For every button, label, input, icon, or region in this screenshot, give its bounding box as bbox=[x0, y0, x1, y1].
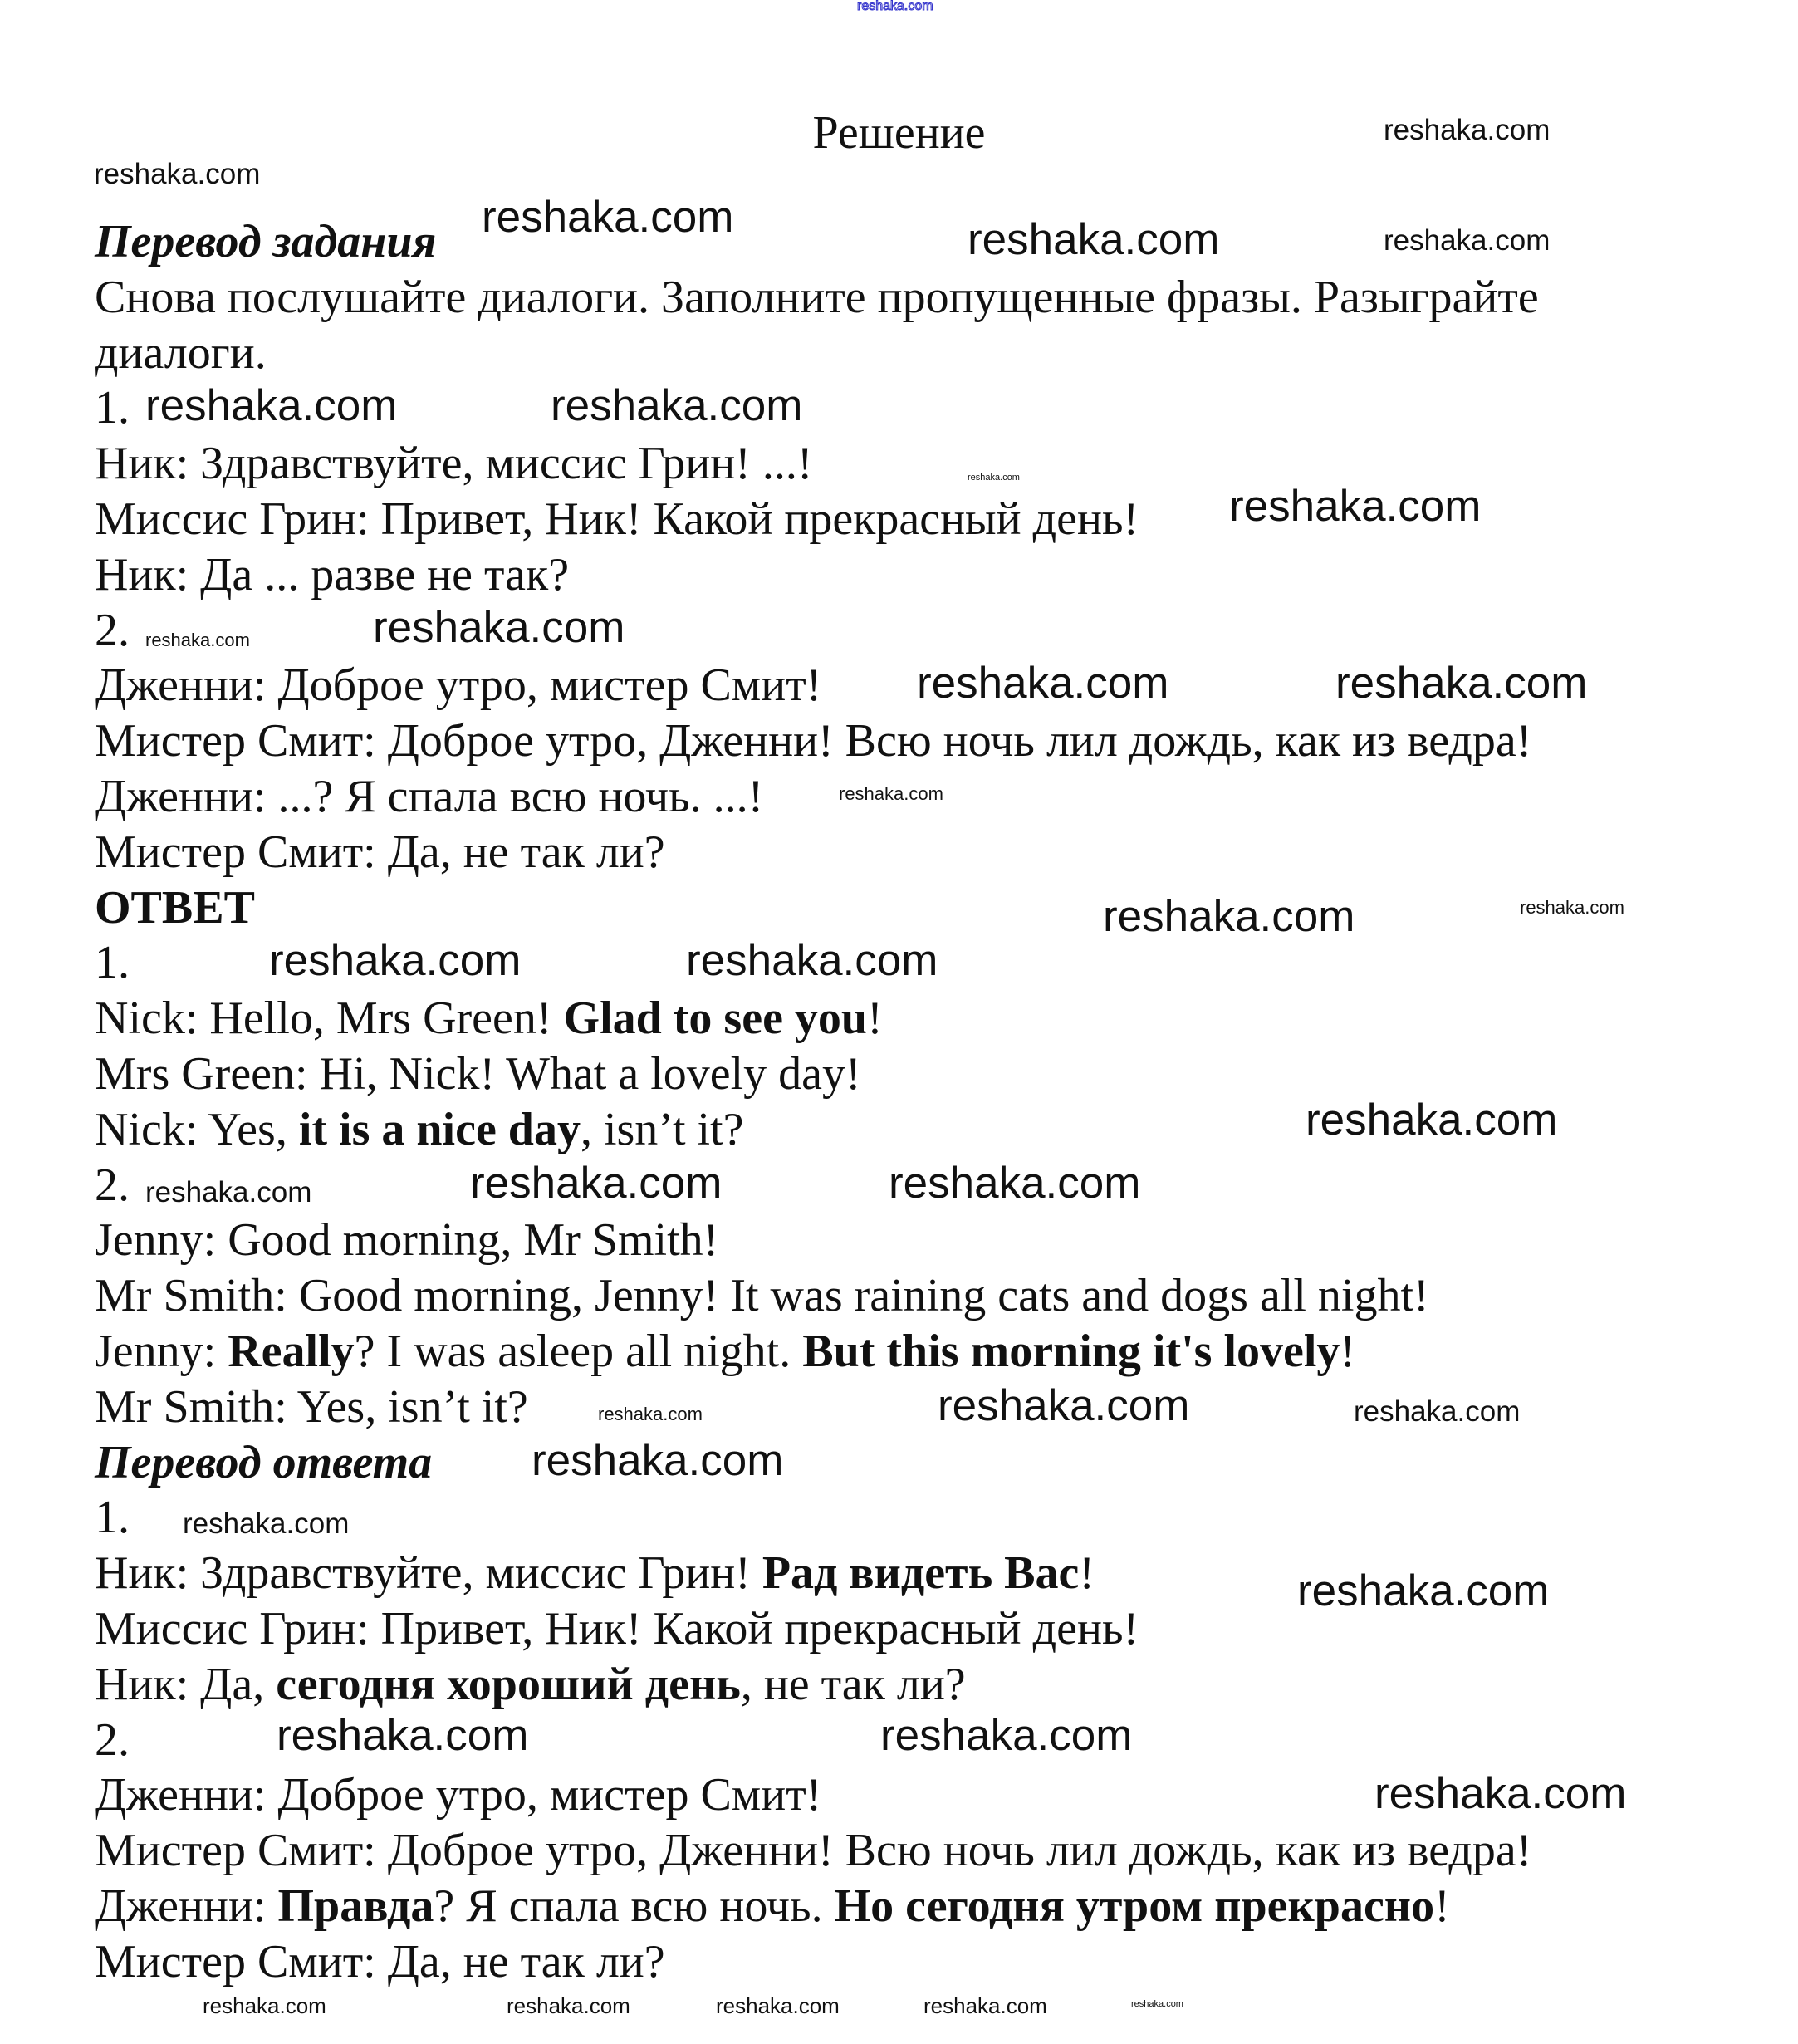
text-segment: Ник: Здравствуйте, миссис Грин! bbox=[95, 1547, 762, 1600]
text-line bbox=[95, 991, 1756, 1047]
watermark: reshaka.com bbox=[716, 1993, 840, 2018]
watermark: reshaka.com bbox=[839, 783, 943, 804]
watermark: reshaka.com bbox=[269, 936, 522, 985]
text-segment: Миссис Грин: Привет, Ник! Какой прекрасный день! bbox=[95, 1602, 1139, 1654]
watermark: reshaka.com bbox=[277, 1711, 529, 1760]
watermark: reshaka.com bbox=[1354, 1395, 1521, 1428]
text-segment: 2. bbox=[95, 1159, 130, 1211]
watermark: reshaka.com bbox=[1335, 659, 1588, 708]
bold-text: Правда bbox=[277, 1880, 434, 1932]
bold-text: сегодня хороший день bbox=[276, 1658, 741, 1710]
watermark: reshaka.com bbox=[968, 215, 1220, 264]
text-segment: Ник: Да ... разве не так? bbox=[95, 548, 570, 600]
text-segment: Миссис Грин: Привет, Ник! Какой прекрасный день! bbox=[95, 493, 1139, 545]
watermark: reshaka.com bbox=[203, 1993, 326, 2018]
watermark: reshaka.com bbox=[1384, 224, 1551, 257]
text-segment: 1. bbox=[95, 937, 130, 989]
watermark: reshaka.com bbox=[482, 193, 734, 242]
text-segment: Mr Smith: Yes, isn’t it? bbox=[95, 1380, 528, 1433]
text-segment: Nick: Hello, Mrs Green! bbox=[95, 993, 564, 1045]
text-segment: Снова послушайте диалоги. Заполните пропущенные фразы. Разыграйте bbox=[95, 271, 1539, 323]
text-segment: диалоги. bbox=[95, 326, 267, 379]
text-line bbox=[95, 713, 1756, 769]
watermark: reshaka.com bbox=[686, 936, 938, 985]
watermark: reshaka.com bbox=[94, 158, 261, 190]
watermark: reshaka.com bbox=[857, 0, 933, 13]
text-segment: ! bbox=[1434, 1880, 1450, 1932]
section-heading bbox=[95, 880, 1756, 936]
bold-text: Но сегодня утром прекрасно bbox=[834, 1880, 1435, 1932]
text-segment: ! bbox=[867, 993, 883, 1045]
text-segment: Jenny: bbox=[95, 1325, 228, 1377]
watermark: reshaka.com bbox=[470, 1159, 723, 1208]
text-line bbox=[95, 547, 1756, 603]
bold-text: Рад видеть Вас bbox=[762, 1547, 1080, 1600]
watermark: reshaka.com bbox=[968, 473, 1020, 483]
text-line bbox=[95, 1268, 1756, 1324]
bold-text: Glad to see you bbox=[563, 993, 868, 1045]
watermark: reshaka.com bbox=[1384, 114, 1551, 146]
watermark: reshaka.com bbox=[880, 1711, 1133, 1760]
text-segment: ? I was asleep all night. bbox=[354, 1325, 803, 1377]
text-line bbox=[95, 603, 1756, 659]
watermark: reshaka.com bbox=[1103, 892, 1355, 941]
text-segment: Mr Smith: Good morning, Jenny! It was raining cats and dogs all night! bbox=[95, 1270, 1429, 1322]
watermark: reshaka.com bbox=[373, 603, 625, 652]
watermark: reshaka.com bbox=[145, 630, 250, 650]
text-segment: , isn’t it? bbox=[580, 1103, 744, 1155]
watermark: reshaka.com bbox=[1131, 1999, 1183, 2009]
text-segment: ! bbox=[1340, 1325, 1356, 1377]
watermark: reshaka.com bbox=[1229, 482, 1482, 531]
watermark: reshaka.com bbox=[938, 1381, 1190, 1430]
watermark: reshaka.com bbox=[145, 381, 398, 430]
page-title: Решение bbox=[812, 107, 986, 159]
text-line bbox=[95, 1213, 1756, 1268]
watermark: reshaka.com bbox=[145, 1176, 312, 1208]
text-line bbox=[95, 1324, 1756, 1380]
watermark: reshaka.com bbox=[507, 1993, 630, 2018]
text-line bbox=[95, 1934, 1756, 1990]
watermark: reshaka.com bbox=[532, 1436, 784, 1485]
bold-text: Really bbox=[228, 1325, 355, 1377]
text-line bbox=[95, 436, 1756, 492]
text-segment: Дженни: bbox=[95, 1880, 278, 1932]
watermark: reshaka.com bbox=[551, 381, 803, 430]
text-segment: Nick: Yes, bbox=[95, 1103, 299, 1155]
text-line bbox=[95, 492, 1756, 547]
text-line bbox=[95, 1823, 1756, 1879]
text-line bbox=[95, 1657, 1756, 1713]
text-line bbox=[95, 270, 1756, 326]
watermark: reshaka.com bbox=[1520, 897, 1624, 918]
text-segment: 1. bbox=[95, 382, 130, 434]
text-segment: 1. bbox=[95, 1492, 130, 1544]
text-line bbox=[95, 326, 1756, 381]
bold-text: it is a nice day bbox=[298, 1103, 581, 1155]
text-segment: Jenny: Good morning, Mr Smith! bbox=[95, 1214, 719, 1267]
text-segment: Дженни: Доброе утро, мистер Смит! bbox=[95, 659, 822, 712]
text-segment: Ник: Да, bbox=[95, 1658, 277, 1710]
text-segment: Дженни: ...? Я спала всю ночь. ...! bbox=[95, 770, 764, 822]
watermark: reshaka.com bbox=[1297, 1566, 1550, 1615]
text-segment: Перевод задания bbox=[95, 216, 437, 267]
text-line bbox=[95, 1879, 1756, 1934]
bold-text: ОТВЕТ bbox=[95, 881, 255, 934]
text-segment: Ник: Здравствуйте, миссис Грин! ...! bbox=[95, 438, 813, 490]
watermark: reshaka.com bbox=[889, 1159, 1141, 1208]
watermark: reshaka.com bbox=[1306, 1096, 1558, 1145]
text-segment: ? Я спала всю ночь. bbox=[434, 1880, 835, 1932]
text-segment: , не так ли? bbox=[740, 1658, 966, 1710]
watermark: reshaka.com bbox=[183, 1507, 350, 1540]
watermark: reshaka.com bbox=[923, 1993, 1047, 2018]
text-segment: Перевод ответа bbox=[95, 1436, 433, 1488]
text-segment: Мистер Смит: Да, не так ли? bbox=[95, 1935, 665, 1988]
text-segment: Мистер Смит: Доброе утро, Дженни! Всю ночь лил дождь, как из ведра! bbox=[95, 715, 1532, 767]
text-segment: Мистер Смит: Доброе утро, Дженни! Всю ночь лил дождь, как из ведра! bbox=[95, 1825, 1532, 1877]
text-segment: Mrs Green: Hi, Nick! What a lovely day! bbox=[95, 1047, 861, 1100]
text-segment: 2. bbox=[95, 1713, 130, 1766]
text-segment: ! bbox=[1079, 1547, 1095, 1600]
watermark: reshaka.com bbox=[1374, 1769, 1627, 1818]
text-segment: Мистер Смит: Да, не так ли? bbox=[95, 826, 665, 878]
text-line bbox=[95, 825, 1756, 880]
text-line bbox=[95, 1047, 1756, 1102]
watermark: reshaka.com bbox=[598, 1404, 703, 1424]
section-heading bbox=[95, 1435, 1756, 1491]
bold-text: But this morning it's lovely bbox=[802, 1325, 1340, 1377]
text-segment: 2. bbox=[95, 604, 130, 656]
watermark: reshaka.com bbox=[917, 659, 1169, 708]
text-segment: Дженни: Доброе утро, мистер Смит! bbox=[95, 1769, 822, 1821]
